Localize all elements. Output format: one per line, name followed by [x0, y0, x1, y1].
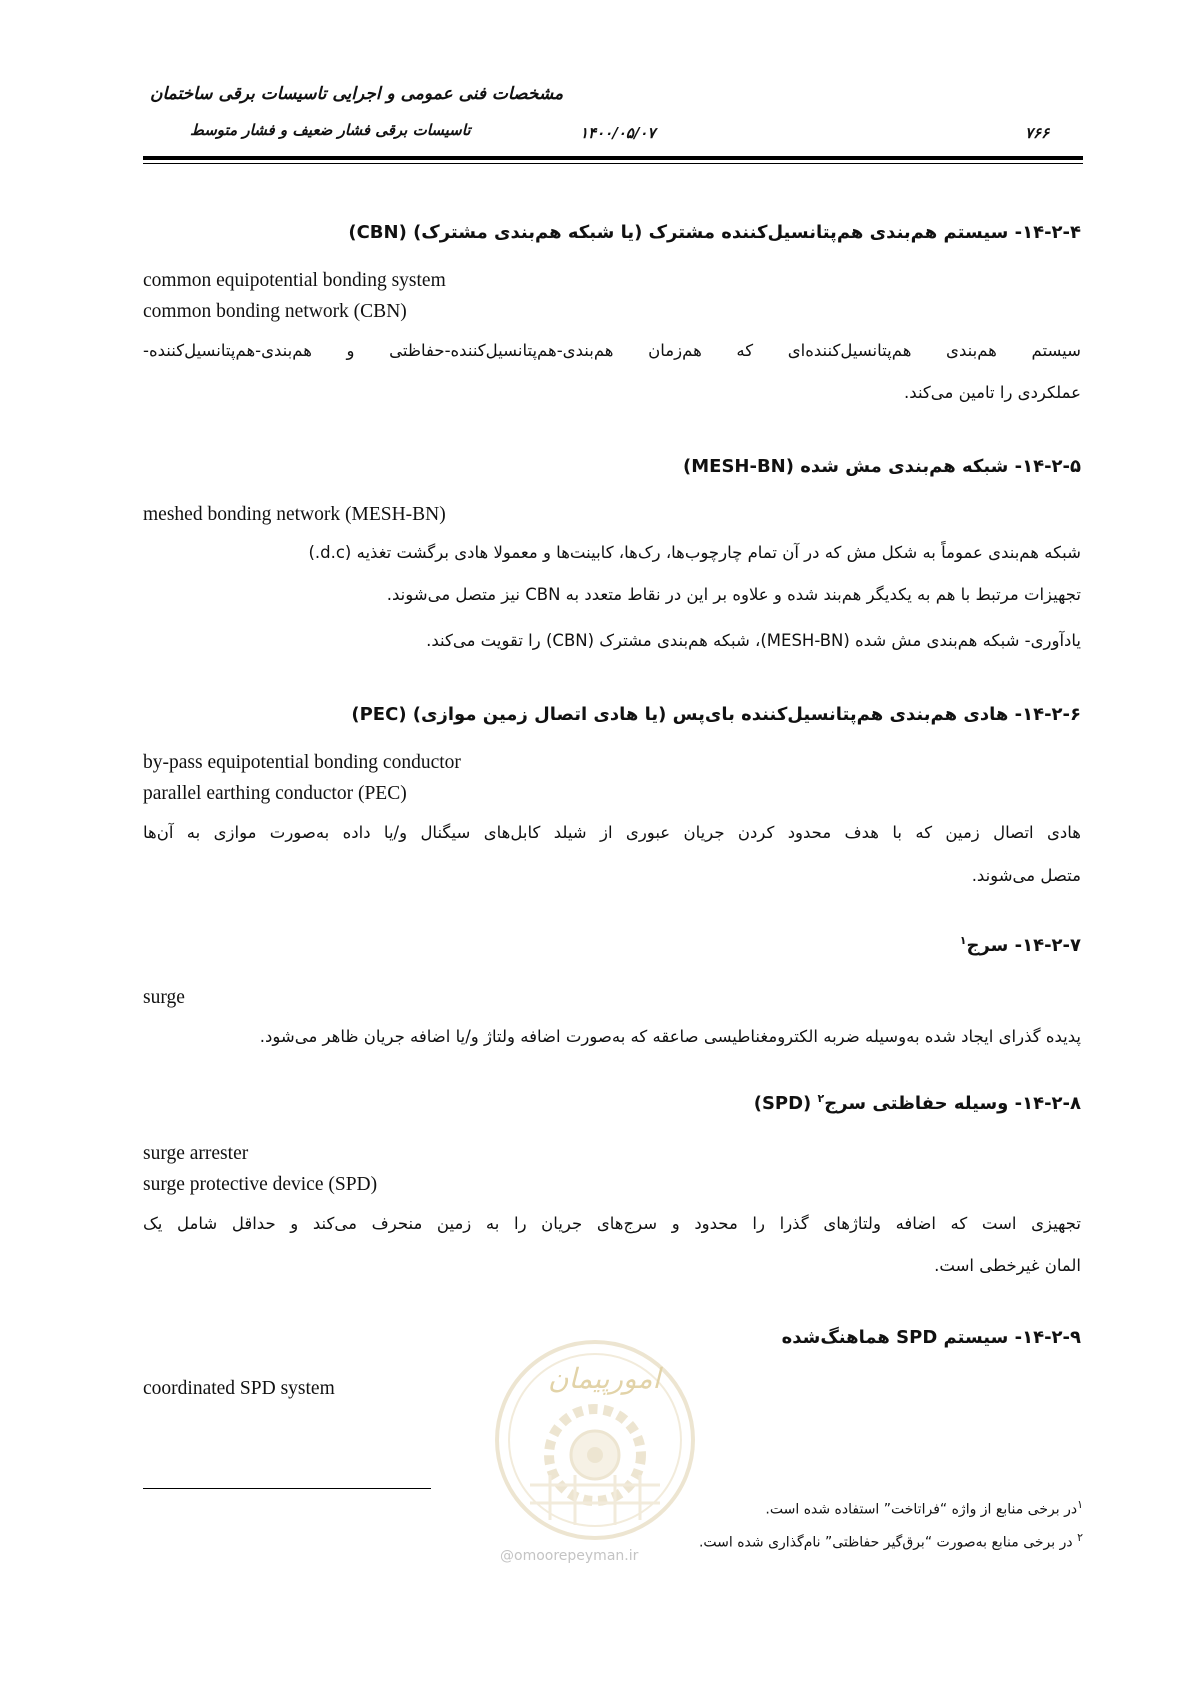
paragraph-line: شبکه هم‌بندی عموماً به شکل مش که در آن تمام چارچوب‌ها، رک‌ها، کابینت‌ها و معمولا هادی برگشت تغذیه (d.c.) — [308, 543, 1081, 562]
english-term: common bonding network (CBN) — [143, 301, 407, 322]
english-term: coordinated SPD system — [143, 1378, 335, 1399]
english-term: common equipotential bonding system — [143, 270, 446, 291]
footnote-ref: ۱ — [959, 934, 967, 947]
heading-tail: (SPD) — [753, 1093, 818, 1114]
header-date: ۱۴۰۰/۰۵/۰۷ — [580, 124, 656, 142]
running-header-title: مشخصات فنی عمومی و اجرایی تاسیسات برقی ساختمان — [150, 84, 564, 104]
paragraph-line: تجهیزات مرتبط با هم به یکدیگر هم‌بند شده و علاوه بر این در نقاط متعدد به CBN نیز متصل می‌شوند. — [386, 585, 1081, 604]
section-heading-14-2-4: ۱۴-۲-۴- سیستم هم‌بندی هم‌پتانسیل‌کننده مشترک (یا شبکه هم‌بندی مشترک) (CBN) — [348, 222, 1081, 243]
paragraph-line: المان غیرخطی است. — [934, 1256, 1081, 1275]
english-term: meshed bonding network (MESH-BN) — [143, 504, 446, 525]
page-number: ۷۶۶ — [1025, 124, 1050, 142]
paragraph-line: هادی اتصال زمین که با هدف محدود کردن جریان عبوری از شیلد کابل‌های سیگنال و/یا داده به‌صورت موازی به آن‌ها — [143, 823, 1081, 842]
heading-text: ۱۴-۲-۸- وسیله حفاظتی سرج — [824, 1093, 1081, 1114]
footnote-2 — [699, 1531, 1083, 1551]
section-heading-14-2-9: ۱۴-۲-۹- سیستم SPD هماهنگ‌شده — [781, 1327, 1081, 1348]
paragraph-line: متصل می‌شوند. — [971, 866, 1081, 885]
paragraph-line: عملکردی را تامین می‌کند. — [904, 383, 1081, 402]
english-term: surge arrester — [143, 1143, 249, 1164]
section-heading-14-2-5: ۱۴-۲-۵- شبکه هم‌بندی مش شده (MESH-BN) — [683, 456, 1081, 477]
heading-text: ۱۴-۲-۷- سرج — [966, 935, 1081, 956]
footnote-mark: ۱ — [1077, 1498, 1083, 1511]
english-term: surge protective device (SPD) — [143, 1174, 378, 1195]
paragraph-line: تجهیزی است که اضافه ولتاژهای گذرا را محدود و سرج‌های جریان را به زمین منحرف می‌کند و حداقل شامل یک — [143, 1214, 1081, 1233]
section-heading-14-2-6: ۱۴-۲-۶- هادی هم‌بندی هم‌پتانسیل‌کننده بای‌پس (یا هادی اتصال زمین موازی) (PEC) — [351, 704, 1081, 725]
paragraph-line: سیستم هم‌بندی هم‌پتانسیل‌کننده‌ای که هم‌زمان هم‌بندی-هم‌پتانسیل‌کننده-حفاظتی و هم‌بندی-هم‌پتانسیل‌کننده- — [143, 341, 1081, 360]
footnote-1 — [765, 1498, 1083, 1518]
footnote-text: در برخی منابع به‌صورت “برق‌گیر حفاظتی” نام‌گذاری شده است. — [698, 1534, 1073, 1551]
watermark-site: @omoorepeyman.ir — [500, 1548, 639, 1564]
header-rule-thick — [143, 156, 1083, 160]
header-rule-thin — [143, 163, 1083, 164]
english-term: surge — [143, 987, 185, 1008]
note-line: یادآوری- شبکه هم‌بندی مش شده (MESH-BN)، شبکه هم‌بندی مشترک (CBN) را تقویت می‌کند. — [426, 631, 1081, 650]
section-heading-14-2-8 — [754, 1092, 1081, 1114]
footnote-text: در برخی منابع از واژه “فراتاخت” استفاده شده است. — [765, 1501, 1078, 1518]
watermark-logo-text: امورپیمان — [548, 1362, 661, 1395]
english-term: by-pass equipotential bonding conductor — [143, 752, 461, 773]
footnote-ref: ۲ — [817, 1092, 825, 1105]
english-term: parallel earthing conductor (PEC) — [143, 783, 407, 804]
footnote-separator — [143, 1488, 431, 1489]
running-header-subtitle: تاسیسات برقی فشار ضعیف و فشار متوسط — [190, 121, 471, 139]
paragraph-line: پدیده گذرای ایجاد شده به‌وسیله ضربه الکترومغناطیسی صاعقه که به‌صورت اضافه ولتاژ و/یا اضافه جریان ظاهر می‌شود. — [259, 1027, 1081, 1046]
footnote-mark: ۲ — [1077, 1531, 1083, 1544]
section-heading-14-2-7 — [960, 934, 1081, 956]
